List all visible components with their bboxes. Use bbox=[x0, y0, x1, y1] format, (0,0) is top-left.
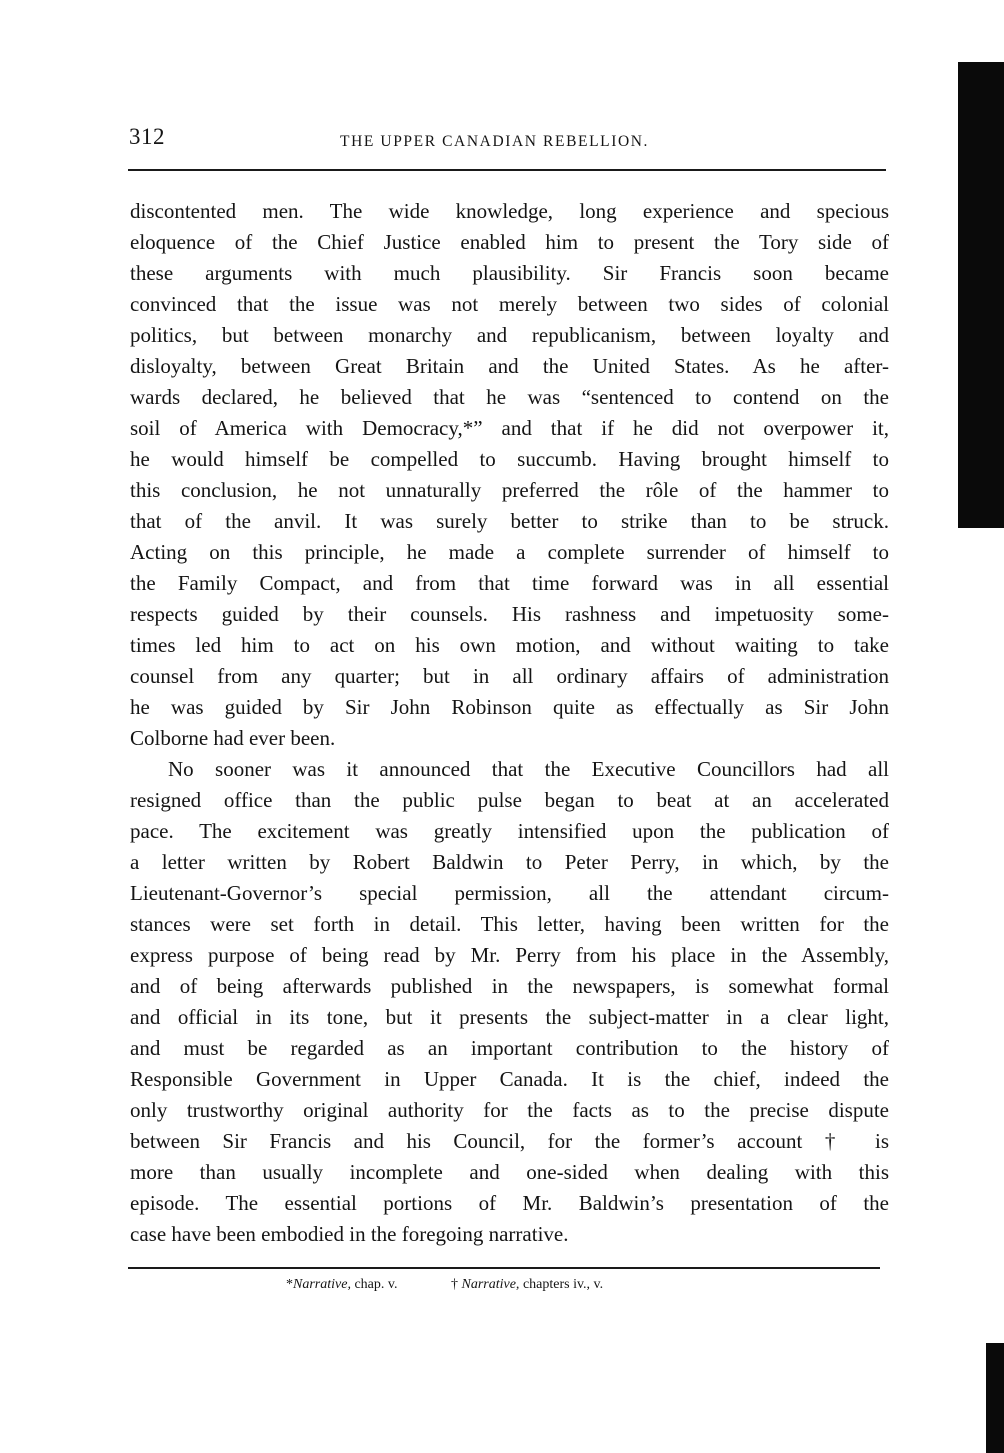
text-line: only trustworthy original authority for the facts as to the precise dispute bbox=[130, 1098, 889, 1122]
text-line: he was guided by Sir John Robinson quite as effectually as Sir John bbox=[130, 695, 889, 719]
text-line: between Sir Francis and his Council, for the former’s account † is bbox=[130, 1129, 889, 1153]
footnote-work: Narrative, bbox=[293, 1277, 351, 1292]
text-line: and official in its tone, but it presents the subject-matter in a clear light, bbox=[130, 1005, 889, 1029]
body-text bbox=[130, 196, 889, 1250]
paragraph-2 bbox=[130, 754, 889, 1250]
text-line: episode. The essential portions of Mr. Baldwin’s presentation of the bbox=[130, 1191, 889, 1215]
text-line: express purpose of being read by Mr. Perry from his place in the Assembly, bbox=[130, 943, 889, 967]
text-line: resigned office than the public pulse began to beat at an accelerated bbox=[130, 788, 889, 812]
text-line: counsel from any quarter; but in all ordinary affairs of administration bbox=[130, 664, 889, 688]
text-line: discontented men. The wide knowledge, long experience and specious bbox=[130, 199, 889, 223]
text-line: and of being afterwards published in the newspapers, is somewhat formal bbox=[130, 974, 889, 998]
footnote-marker: † bbox=[450, 1277, 458, 1292]
text-line: wards declared, he believed that he was “sentenced to contend on the bbox=[130, 385, 889, 409]
text-line: Responsible Government in Upper Canada. It is the chief, indeed the bbox=[130, 1067, 889, 1091]
footnote-marker: * bbox=[286, 1277, 293, 1292]
text-line: that of the anvil. It was surely better to strike than to be struck. bbox=[130, 509, 889, 533]
footnote-ref: chapters iv., v. bbox=[519, 1277, 604, 1292]
text-line: he would himself be compelled to succumb. Having brought himself to bbox=[130, 447, 889, 471]
text-line: this conclusion, he not unnaturally preferred the rôle of the hammer to bbox=[130, 478, 889, 502]
text-line: eloquence of the Chief Justice enabled him to present the Tory side of bbox=[130, 230, 889, 254]
text-line: respects guided by their counsels. His rashness and impetuosity some- bbox=[130, 602, 889, 626]
text-line: Acting on this principle, he made a complete surrender of himself to bbox=[130, 540, 889, 564]
text-line: case have been embodied in the foregoing narrative. bbox=[130, 1222, 569, 1246]
text-line: Lieutenant-Governor’s special permission, all the attendant circum- bbox=[130, 881, 889, 905]
footnote-rule bbox=[128, 1267, 880, 1269]
scan-edge-bar-bottom bbox=[986, 1343, 1004, 1453]
text-line: pace. The excitement was greatly intensified upon the publication of bbox=[130, 819, 889, 843]
paragraph-1 bbox=[130, 196, 889, 754]
text-line: these arguments with much plausibility. Sir Francis soon became bbox=[130, 261, 889, 285]
text-line: and must be regarded as an important contribution to the history of bbox=[130, 1036, 889, 1060]
scan-edge-bar-top bbox=[958, 62, 1004, 528]
text-line: stances were set forth in detail. This letter, having been written for the bbox=[130, 912, 889, 936]
text-line: more than usually incomplete and one-sided when dealing with this bbox=[130, 1160, 889, 1184]
header-rule bbox=[128, 169, 886, 171]
footnote-2 bbox=[451, 1277, 603, 1293]
text-line: No sooner was it announced that the Executive Councillors had all bbox=[168, 757, 889, 781]
text-line: times led him to act on his own motion, and without waiting to take bbox=[130, 633, 889, 657]
footnotes bbox=[286, 1277, 603, 1293]
text-line: a letter written by Robert Baldwin to Peter Perry, in which, by the bbox=[130, 850, 889, 874]
running-title: THE UPPER CANADIAN REBELLION. bbox=[340, 133, 650, 150]
footnote-1 bbox=[286, 1277, 397, 1293]
text-line: disloyalty, between Great Britain and the United States. As he after- bbox=[130, 354, 889, 378]
text-line: soil of America with Democracy,*” and that if he did not overpower it, bbox=[130, 416, 889, 440]
text-line: the Family Compact, and from that time forward was in all essential bbox=[130, 571, 889, 595]
footnote-ref: chap. v. bbox=[350, 1277, 398, 1292]
running-head bbox=[129, 124, 889, 154]
footnote-work: Narrative, bbox=[461, 1277, 520, 1292]
text-line: Colborne had ever been. bbox=[130, 726, 336, 750]
text-line: convinced that the issue was not merely between two sides of colonial bbox=[130, 292, 889, 316]
text-line: politics, but between monarchy and republicanism, between loyalty and bbox=[130, 323, 889, 347]
page-number: 312 bbox=[129, 124, 165, 149]
